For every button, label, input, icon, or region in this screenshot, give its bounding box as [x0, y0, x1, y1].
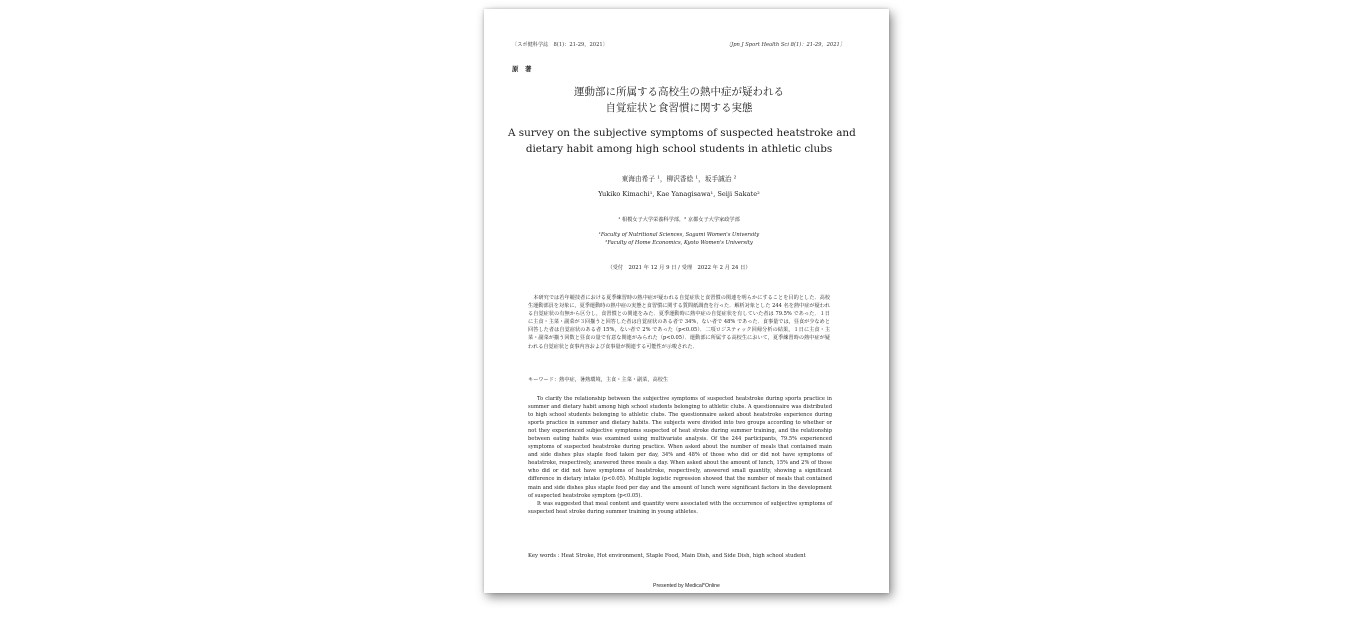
keywords-japanese: キーワード：熱中症，暑熱環境，主食・主菜・副菜，高校生 [528, 377, 669, 383]
affiliation-english-2: ²Faculty of Home Economics, Kyoto Women's University [605, 240, 753, 246]
presented-by-footer: Presented by Medical*Online [653, 583, 720, 589]
affiliations-japanese: ¹ 相模女子大学栄養科学部，² 京都女子大学家政学部 [618, 217, 740, 223]
article-type: 原 著 [512, 65, 532, 73]
document-page [484, 9, 889, 593]
affiliations-english [508, 231, 850, 247]
journal-citation-en: 〔Jpn J Sport Health Sci 8(1)：21-29，2021〕 [725, 42, 845, 48]
abstract-english-paragraph-2: It was suggested that meal content and quantity were associated with the occurrence of subjective symptoms of suspected heat stroke during summer training in young athletes. [528, 500, 832, 515]
title-english-line-2: dietary habit among high school students in athletic clubs [525, 142, 833, 155]
title-japanese [508, 85, 850, 116]
journal-citation-ja: 〔スポ健科学誌 8(1)：21-29，2021〕 [512, 42, 608, 48]
authors-english: Yukiko Kimachi¹, Kae Yanagisawa¹, Seiji Sakate² [598, 190, 760, 198]
keywords-english: Key words : Heat Stroke, Hot environment, Staple Food, Main Dish, and Side Dish, high school student [528, 553, 806, 559]
abstract-english-paragraph-1: To clarify the relationship between the subjective symptoms of suspected heatstroke during sports practice in summer and dietary habit among high school students belonging to athletic clubs. A questionnaire was distributed to high school students belonging to athletic clubs. The questionnaire asked about heatstroke experience during sports practice in summer and dietary habits. The subjects were divided into two groups according to whether or not they experienced subjective symptoms suspected of heat stroke during summer training, and the relationship between eating habits was examined using multivariate analysis. Of the 244 participants, 79.5% experienced symptoms of suspected heatstroke during practice. When asked about the number of meals that contained main and side dishes plus staple food taken per day, 34% and 48% of those who did or did not have symptoms of heatstroke, respectively, answered three meals a day. When asked about the amount of lunch, 15% and 2% of those who did or did not have symptoms of heatstroke, respectively, answered small quantity, showing a significant difference in dietary intake (p<0.05). Multiple logistic regression showed that the number of meals that contained main and side dishes plus staple food per day and the amount of lunch were significant factors in the development of suspected heatstroke symptom (p<0.05). [528, 396, 832, 499]
title-english-line-1: A survey on the subjective symptoms of suspected heatstroke and [508, 127, 856, 139]
abstract-japanese: 本研究では若年競技者における夏季練習時の熱中症が疑われる自覚症状と食習慣の関連を明らかにすることを目的とした．高校生運動部員を対象に，夏季運動時の熱中症の実態と食習慣に関する質問紙調査を行った．解析対象とした 244 名を熱中症が疑われる自覚症状の有無から区分し，食習慣との関連をみた．夏季運動時に熱中症の自覚症状を有していた者は 79.5% であった．１日に主食・主菜・副菜が３回揃うと回答した者は自覚症状のある者で 34%，ない者で 48% であった．食事量では，昼食が少なめと回答した者は自覚症状のある者 15%，ない者で 2% であった（p<0.05）．二項ロジスティック回帰分析の結果，１日に主食・主菜・副菜が揃う回数と昼食の量で有意な関連がみられた（p<0.05）．運動部に所属する高校生において，夏季練習時の熱中症が疑われる自覚症状と食事内容および食事量が関連する可能性が示唆された． [528, 295, 830, 350]
title-japanese-line-1: 運動部に所属する高校生の熱中症が疑われる [574, 86, 784, 98]
authors-japanese: 東海由希子 ¹，柳沢香絵 ¹，坂手誠治 ² [621, 175, 737, 183]
abstract-english [528, 395, 832, 516]
title-japanese-line-2: 自覚症状と食習慣に関する実態 [605, 101, 753, 114]
received-accepted-dates: （受付 2021 年 12 月 9 日 / 受理 2022 年 2 月 24 日） [607, 265, 751, 271]
affiliation-english-1: ¹Faculty of Nutritional Sciences, Sagami Women's University [598, 232, 760, 238]
title-english [508, 126, 856, 157]
